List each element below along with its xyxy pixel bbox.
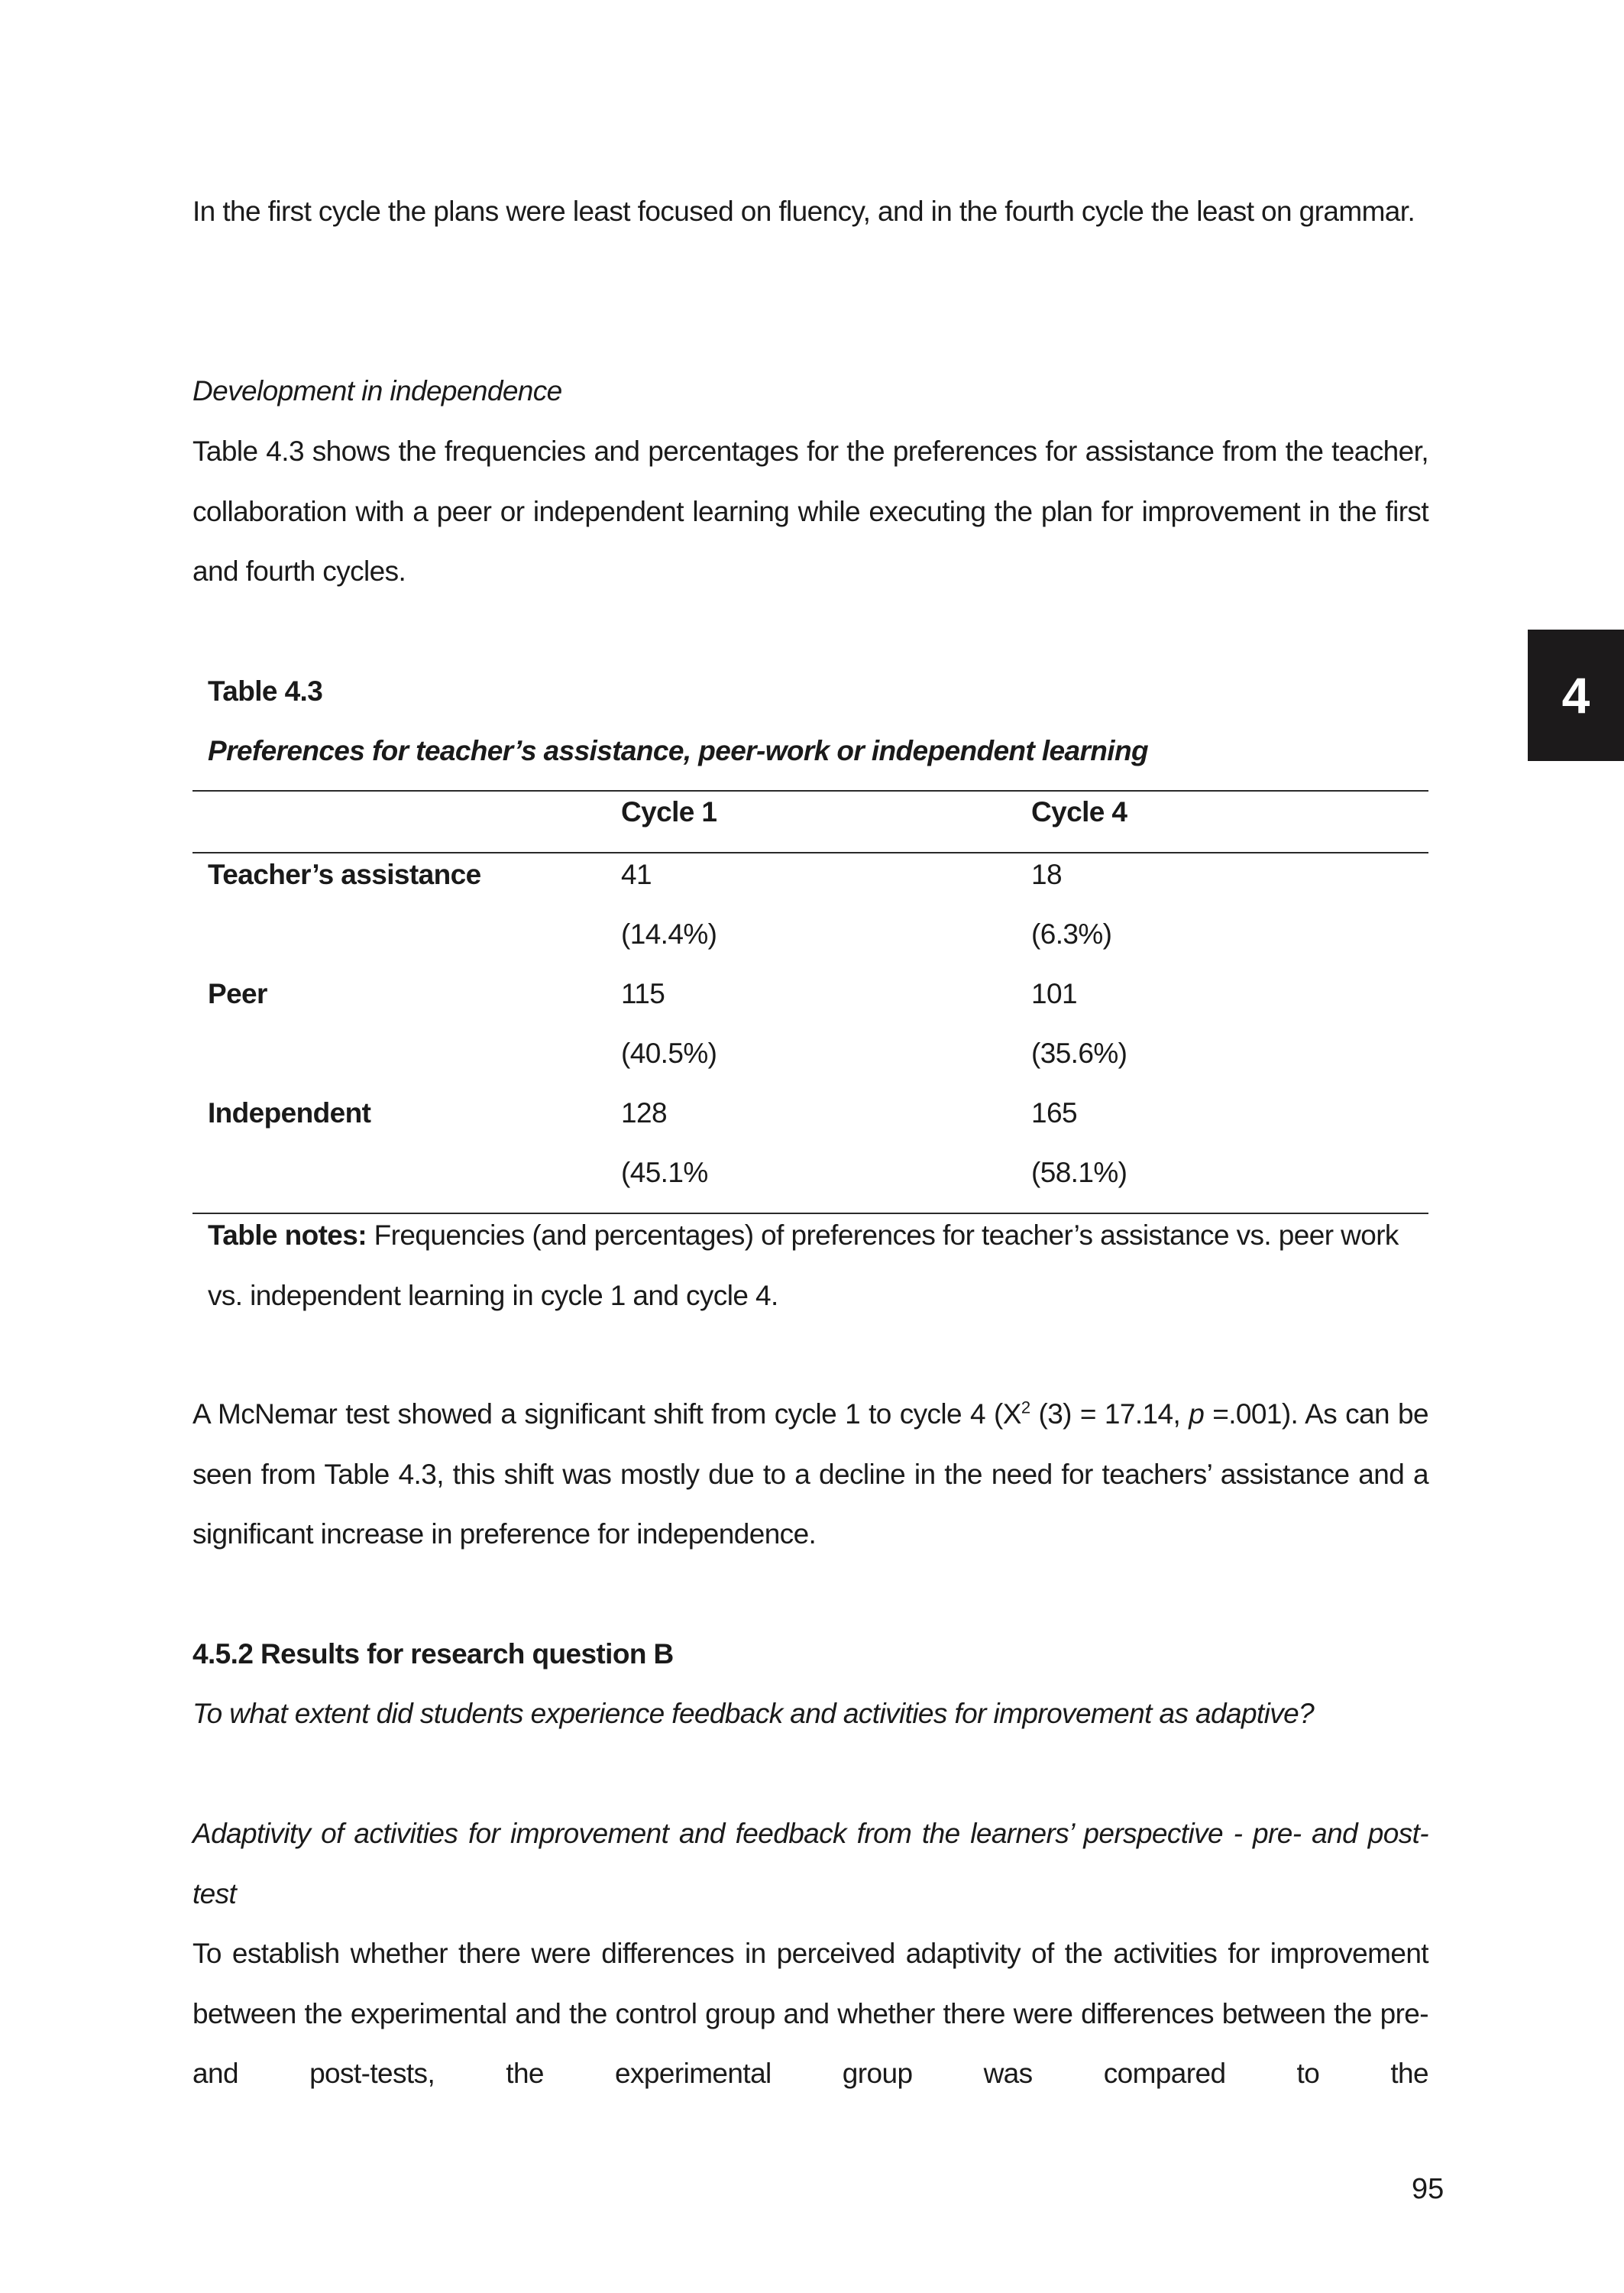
table-notes xyxy=(208,1206,1428,1326)
chi-square-superscript: 2 xyxy=(1021,1397,1030,1417)
column-header-cycle4: Cycle 4 xyxy=(1031,796,1127,827)
cell-peer-cycle4-count: 101 xyxy=(1031,978,1077,1009)
mcnemar-paragraph xyxy=(192,1385,1428,1565)
row-label-teacher-assistance: Teacher’s assistance xyxy=(208,859,481,890)
cell-independent-cycle1-count: 128 xyxy=(621,1097,667,1129)
cell-peer-cycle4-percent: (35.6%) xyxy=(1031,1038,1127,1069)
cell-independent-cycle4-count: 165 xyxy=(1031,1097,1077,1129)
section-heading-4-5-2: 4.5.2 Results for research question B xyxy=(192,1638,674,1670)
row-label-peer: Peer xyxy=(208,978,267,1009)
table-notes-text: Frequencies (and percentages) of preferences for teacher’s assistance vs. peer work vs. independent learning in cycle 1 and cycle 4. xyxy=(208,1219,1399,1311)
cell-teacher-cycle4-count: 18 xyxy=(1031,859,1062,890)
table-top-rule xyxy=(192,790,1428,792)
mcnemar-text-2: (3) = 17.14, xyxy=(1030,1398,1189,1430)
cell-teacher-cycle1-count: 41 xyxy=(621,859,652,890)
adaptivity-paragraph: To establish whether there were differences in perceived adaptivity of the activities for improvement between the experimental and the control group and whether there were differences between the pre- and post-tests, the experimental group was compared to the xyxy=(192,1938,1428,2089)
section-heading-adaptivity: Adaptivity of activities for improvement and feedback from the learners’ perspective - pre- and post-test xyxy=(192,1818,1428,1909)
chapter-tab xyxy=(1528,630,1624,761)
table-notes-label: Table notes: xyxy=(208,1219,367,1251)
table-title: Preferences for teacher’s assistance, peer-work or independent learning xyxy=(208,735,1148,766)
independence-paragraph: Table 4.3 shows the frequencies and percentages for the preferences for assistance from the teacher, collaboration with a peer or independent learning while executing the plan for improvement in the first and fourth cycles. xyxy=(192,436,1428,587)
cell-peer-cycle1-count: 115 xyxy=(621,978,665,1009)
cell-peer-cycle1-percent: (40.5%) xyxy=(621,1038,717,1069)
row-label-independent: Independent xyxy=(208,1097,371,1129)
column-header-cycle1: Cycle 1 xyxy=(621,796,717,827)
table-label: Table 4.3 xyxy=(208,675,323,707)
cell-independent-cycle1-percent: (45.1% xyxy=(621,1157,708,1188)
page-number: 95 xyxy=(1412,2173,1444,2205)
mcnemar-text-1: A McNemar test showed a significant shift from cycle 1 to cycle 4 (X xyxy=(192,1398,1021,1430)
cell-independent-cycle4-percent: (58.1%) xyxy=(1031,1157,1127,1188)
research-question-b: To what extent did students experience feedback and activities for improvement as adaptive? xyxy=(192,1698,1315,1729)
mcnemar-text-3: =.001). As can be seen from Table 4.3, this shift was mostly due to a decline in the need for teachers’ assistance and a significant increase in preference for independence. xyxy=(192,1398,1428,1550)
cell-teacher-cycle4-percent: (6.3%) xyxy=(1031,918,1112,950)
p-value-symbol: p xyxy=(1189,1398,1205,1430)
cell-teacher-cycle1-percent: (14.4%) xyxy=(621,918,717,950)
intro-paragraph: In the first cycle the plans were least focused on fluency, and in the fourth cycle the least on grammar. xyxy=(192,196,1415,227)
section-heading-independence: Development in independence xyxy=(192,375,562,406)
chapter-number: 4 xyxy=(1561,667,1590,724)
